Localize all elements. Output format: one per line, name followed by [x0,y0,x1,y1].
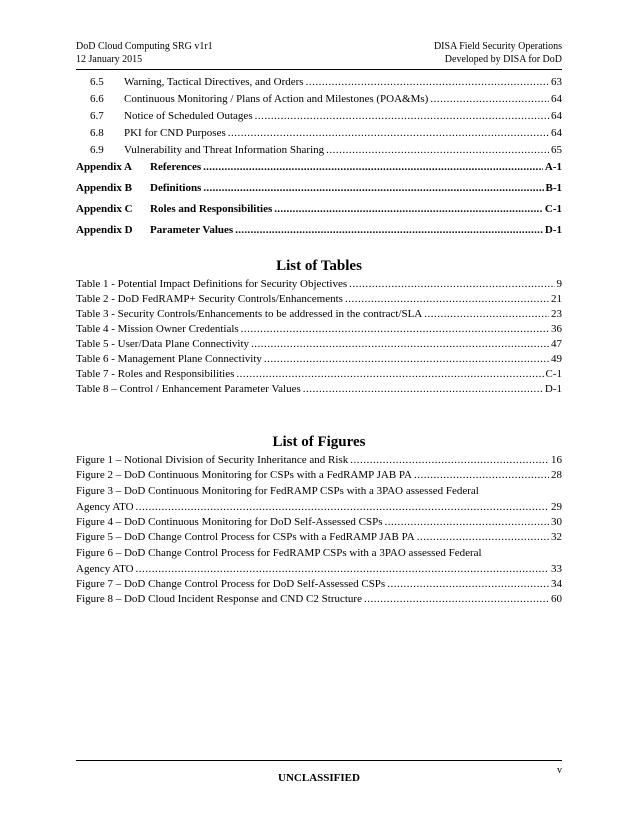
toc-entry[interactable] [76,144,562,161]
table-list-entry[interactable] [76,277,562,292]
appendix-page: C-1 [544,203,562,215]
figure-entry-title: Figure 2 – DoD Continuous Monitoring for CSPs with a FedRAMP JAB PA [76,469,412,481]
table-entry-line [76,322,562,337]
dot-leader [350,453,549,468]
dot-leader [414,468,549,483]
table-entry-page: 49 [551,353,562,365]
table-entry-title: Table 7 - Roles and Responsibilities [76,368,235,380]
list-of-tables [76,277,562,397]
figure-entry-line [76,468,562,483]
table-entry-line [76,337,562,352]
figure-entry-title: Figure 4 – DoD Continuous Monitoring for DoD Self-Assessed CSPs [76,516,383,528]
figure-list-entry[interactable] [76,545,562,577]
figure-entry-page: 34 [551,578,562,590]
figure-entry-title: Figure 5 – DoD Change Control Process for CSPs with a FedRAMP JAB PA [76,531,415,543]
appendix-label: Appendix B [76,182,132,194]
table-list-entry[interactable] [76,337,562,352]
dot-leader [364,592,549,607]
dot-leader [303,382,543,397]
figure-entry-page: 33 [551,563,562,575]
figure-entry-page: 29 [551,501,562,513]
toc-entry[interactable] [76,110,562,127]
toc-entry[interactable] [76,93,562,110]
toc-entry-number: 6.8 [90,127,104,139]
table-entry-line [76,367,562,382]
figure-entry-line [76,515,562,530]
dot-leader [387,577,549,592]
doc-date: 12 January 2015 [76,54,143,65]
appendix-title: Definitions [150,182,202,194]
dot-leader [349,277,554,292]
figure-entry-page: 28 [551,469,562,481]
toc-entry-title: Notice of Scheduled Outages [124,110,253,122]
toc-entry-page: 63 [551,76,562,88]
dot-leader [235,224,543,236]
table-entry-page: 36 [551,323,562,335]
list-of-figures [76,453,562,607]
figure-entry-line [76,592,562,607]
toc-entry[interactable] [76,76,562,93]
figure-entry-line [76,562,562,577]
toc-entry-page: 64 [551,127,562,139]
table-entry-page: C-1 [545,368,562,380]
dot-leader [136,562,549,577]
toc-entry-page: 65 [551,144,562,156]
dot-leader [264,352,549,367]
figure-entry-line [76,500,562,515]
dot-leader [203,161,543,173]
table-entry-title: Table 4 - Mission Owner Credentials [76,323,239,335]
list-of-tables-heading: List of Tables [276,258,362,274]
table-entry-title: Table 2 - DoD FedRAMP+ Security Controls/Enhancements [76,293,343,305]
appendix-label: Appendix C [76,203,133,215]
dot-leader [424,307,549,322]
developer-note: Developed by DISA for DoD [444,54,562,65]
table-entry-page: 47 [551,338,562,350]
list-of-figures-heading: List of Figures [272,434,366,450]
table-entry-title: Table 3 - Security Controls/Enhancements to be addressed in the contract/SLA [76,308,423,320]
figure-entry-line [76,453,562,468]
doc-title: DoD Cloud Computing SRG v1r1 [76,41,213,52]
figure-entry-title-line1: Figure 3 – DoD Continuous Monitoring for FedRAMP CSPs with a 3PAO assessed Federal [76,485,479,497]
dot-leader [326,144,549,156]
org-name: DISA Field Security Operations [433,41,562,52]
appendix-title: Parameter Values [150,224,234,236]
dot-leader [345,292,549,307]
table-entry-title: Table 8 – Control / Enhancement Parameter Values [76,383,301,395]
table-entry-title: Table 6 - Management Plane Connectivity [76,353,262,365]
toc-entry-page: 64 [551,93,562,105]
page-number: v [557,765,562,776]
table-list-entry[interactable] [76,292,562,307]
figure-entry-title: Figure 8 – DoD Cloud Incident Response and CND C2 Structure [76,593,362,605]
dot-leader [251,337,549,352]
toc-entry-number: 6.5 [90,76,104,88]
table-entry-line [76,277,562,292]
figure-list-entry[interactable] [76,515,562,530]
appendix-entry[interactable] [76,161,562,182]
figure-entry-title: Agency ATO [76,501,134,513]
toc-entry[interactable] [76,127,562,144]
appendix-page: D-1 [544,224,562,236]
figure-entry-title-line1: Figure 6 – DoD Change Control Process for FedRAMP CSPs with a 3PAO assessed Federal [76,547,482,559]
table-entry-line [76,307,562,322]
toc-entry-page: 64 [551,110,562,122]
dot-leader [306,76,549,88]
table-entry-title: Table 5 - User/Data Plane Connectivity [76,338,250,350]
figure-entry-title: Agency ATO [76,563,134,575]
toc-entry-number: 6.7 [90,110,104,122]
appendix-page: A-1 [544,161,562,173]
toc-entry-title: Warning, Tactical Directives, and Orders [124,76,304,88]
appendix-title: Roles and Responsibilities [150,203,273,215]
dot-leader [384,515,549,530]
dot-leader [203,182,543,194]
appendix-entry[interactable] [76,224,562,245]
appendix-page: B-1 [545,182,562,194]
toc-entry-title: Vulnerability and Threat Information Sharing [124,144,325,156]
table-list-entry[interactable] [76,307,562,322]
toc-entry-number: 6.6 [90,93,104,105]
figure-entry-page: 30 [551,516,562,528]
footer-divider [76,760,562,761]
table-entry-line [76,382,562,397]
page-header [76,40,562,66]
figure-entry-line [76,530,562,545]
table-list-entry[interactable] [76,352,562,367]
figure-list-entry[interactable] [76,530,562,545]
figure-entry-page: 60 [551,593,562,605]
dot-leader [255,110,549,122]
toc-entry-number: 6.9 [90,144,104,156]
figure-list-entry[interactable] [76,468,562,483]
figure-list-entry[interactable] [76,453,562,468]
appendix-label: Appendix D [76,224,133,236]
dot-leader [236,367,543,382]
table-entry-page: D-1 [544,383,562,395]
header-divider [76,69,562,70]
table-list-entry[interactable] [76,382,562,397]
table-entry-page: 21 [551,293,562,305]
figure-entry-page: 16 [551,454,562,466]
figure-list-entry[interactable] [76,483,562,515]
figure-list-entry[interactable] [76,592,562,607]
figure-entry-page: 32 [551,531,562,543]
figure-entry-title: Figure 7 – DoD Change Control Process for DoD Self-Assessed CSPs [76,578,386,590]
table-entry-line [76,352,562,367]
table-entry-line [76,292,562,307]
dot-leader [417,530,549,545]
toc-entry-title: Continuous Monitoring / Plans of Action and Milestones (POA&Ms) [124,93,429,105]
dot-leader [274,203,543,215]
appendix-entry[interactable] [76,182,562,203]
appendix-label: Appendix A [76,161,132,173]
dot-leader [430,93,549,105]
table-entry-page: 23 [551,308,562,320]
table-entry-page: 9 [556,278,562,290]
classification-marking: UNCLASSIFIED [278,772,360,784]
dot-leader [136,500,549,515]
table-list-entry[interactable] [76,322,562,337]
figure-entry-line [76,577,562,592]
table-entry-title: Table 1 - Potential Impact Definitions for Security Objectives [76,278,348,290]
dot-leader [228,127,549,139]
appendix-entry[interactable] [76,203,562,224]
dot-leader [241,322,549,337]
figure-list-entry[interactable] [76,577,562,592]
appendix-title: References [150,161,202,173]
table-of-contents [76,76,562,245]
figure-entry-title: Figure 1 – Notional Division of Security Inheritance and Risk [76,454,349,466]
toc-entry-title: PKI for CND Purposes [124,127,226,139]
table-list-entry[interactable] [76,367,562,382]
